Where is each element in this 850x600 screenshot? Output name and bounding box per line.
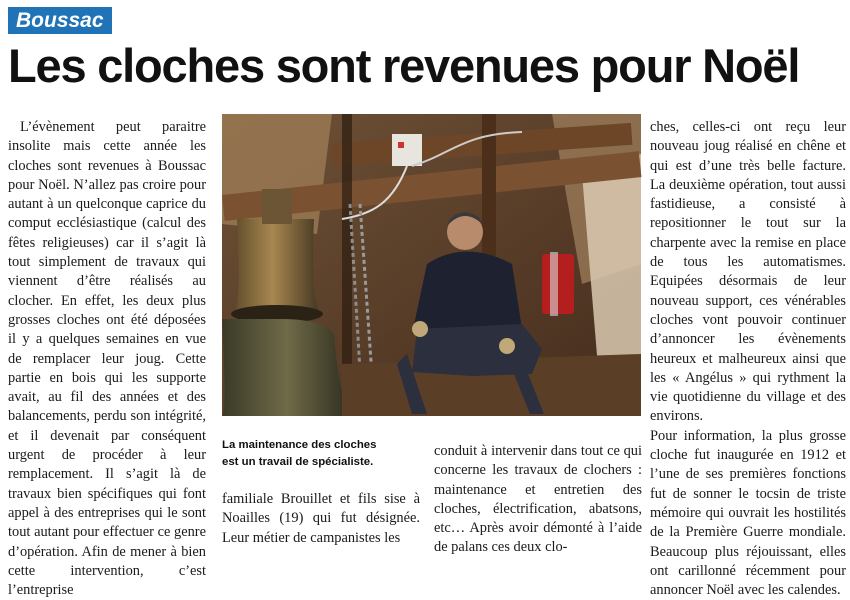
article-column-3: conduit à intervenir dans tout ce qui concerne les travaux de clochers : maintenance et entretien des cloches, électrification, abatsons, etc… Après avoir démonté à l’aide de palans ces deux clo-	[434, 443, 642, 556]
column-4-paragraph-2: Pour information, la plus grosse cloche fut inaugurée en 1912 et l’une de ses premières fonctions fut de sonner le tocsin de triste mémoire qui ouvrait les hostilités de la Première Guerre mondiale. Beaucoup plus réjouissant, elles ont carillonné récemment pour annoncer Noël avec les calendes.	[650, 427, 846, 599]
photo-caption	[222, 437, 422, 471]
caption-line-2: est un travail de spécialiste.	[222, 456, 374, 468]
section-label: Boussac	[8, 7, 112, 34]
article-column-4	[650, 118, 846, 600]
column-4-paragraph-1: ches, celles-ci ont reçu leur nouveau joug réalisé en chêne et qui est d’une très belle facture. La deuxième opération, tout aussi fastidieuse, a consisté à repositionner le tout sur la charpente avec la remise en place de tous les automatismes. Equipées désormais de leur nouveau support, ces vénérables cloches vont pouvoir continuer d’annoncer les évènements heureux et malheureux ainsi que les « Angélus » qui rythment la vie quotidienne du village et des environs.	[650, 119, 846, 425]
bell-tower-photo-illustration	[222, 114, 641, 416]
article-column-1: L’évènement peut paraitre insolite mais cette année les cloches sont revenues à Boussac pour Noël. N’allez pas croire pour autant à un quelconque caprice du comput ecclésiastique (calcul des fêtes religieuses) car il s’agit là tout simplement de travaux qui viennent d’être réalisés au clocher. En effet, les deux plus grosses cloches ont été déposées il y a quelques semaines en vue de remplacer leur joug. Cette partie en bois qui les supporte avait, au fil des années et des balancements, perdu son intégrité, et il devenait par conséquent urgent de procéder à leur remplacement. Il s’agit là de travaux bien spécifiques qui font appel à des entreprises qui le sont tout autant pour effectuer ce genre d’opération. Afin de mener à bien cette intervention, c’est l’entreprise	[8, 119, 206, 599]
article-headline: Les cloches sont revenues pour Noël	[8, 39, 800, 92]
article-photo	[222, 114, 641, 416]
article-column-2: familiale Brouillet et fils sise à Noailles (19) qui fut désignée. Leur métier de campanistes les	[222, 491, 420, 546]
caption-line-1: La maintenance des cloches	[222, 439, 377, 451]
